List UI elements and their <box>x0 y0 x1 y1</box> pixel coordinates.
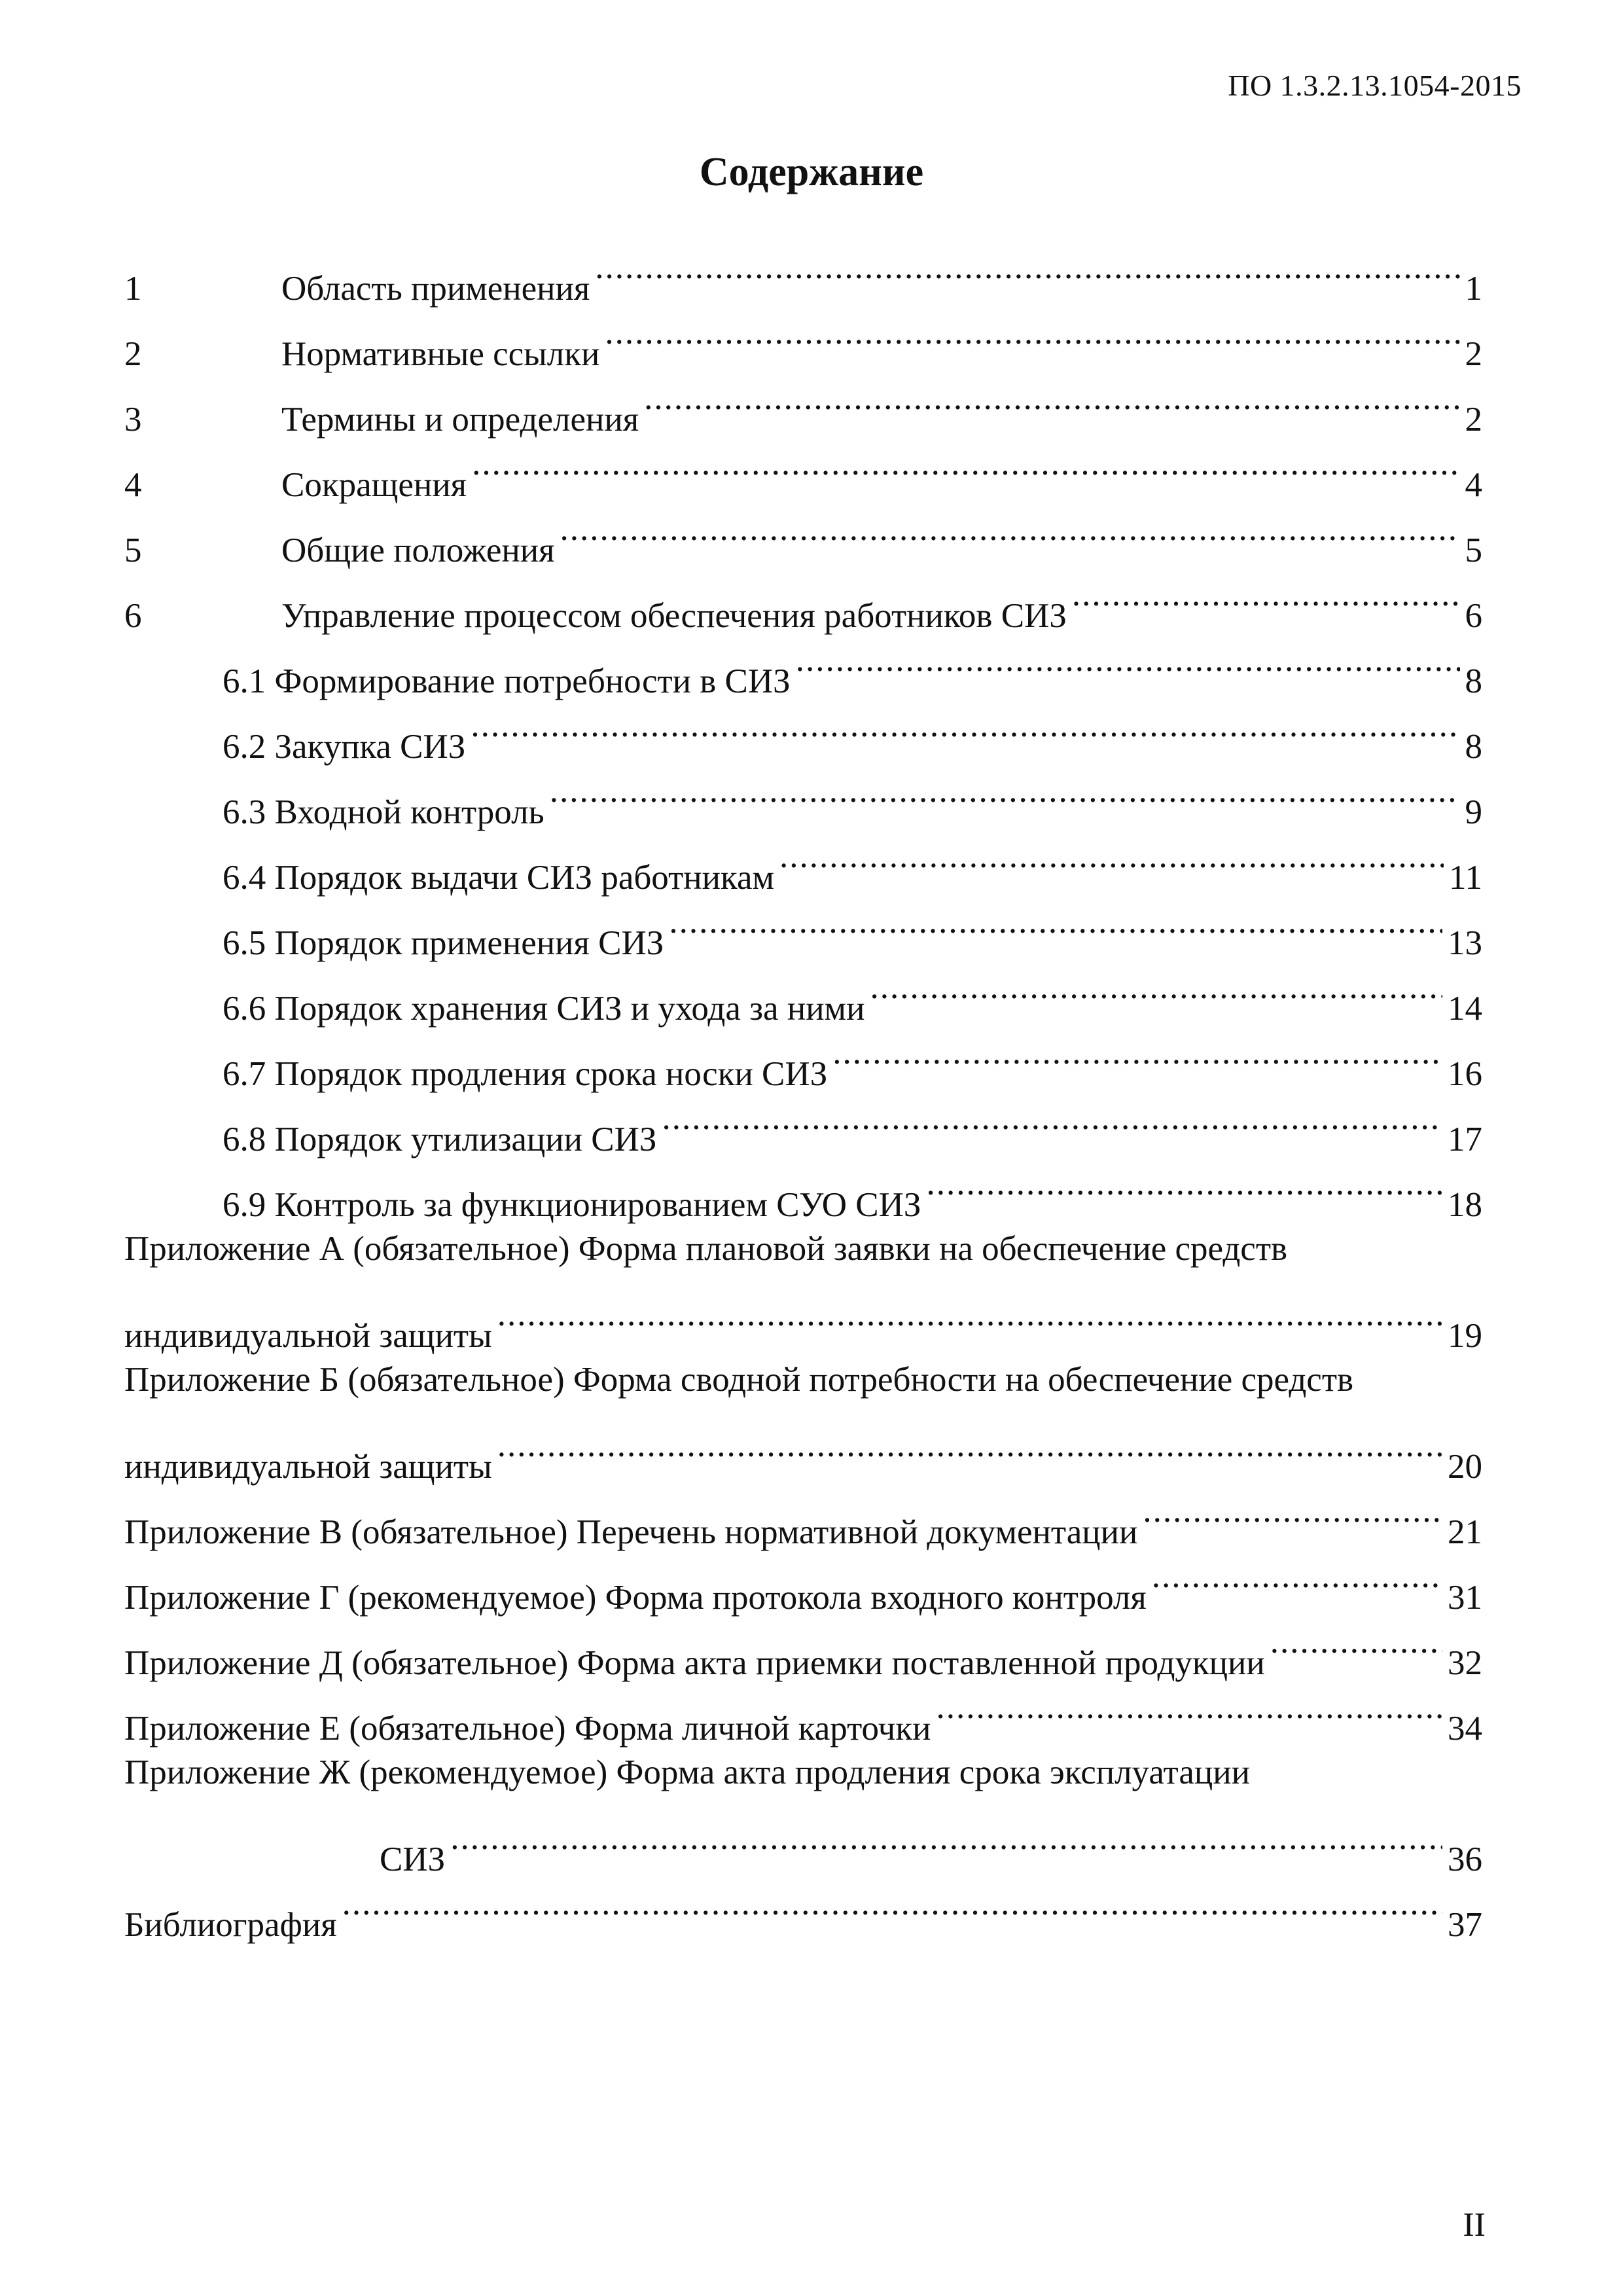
toc-entry-title: Приложение Г (рекомендуемое) Форма протокола входного контроля <box>124 1579 1147 1617</box>
toc-entry-title: 6.1 Формирование потребности в СИЗ <box>223 662 791 700</box>
page-title: Содержание <box>699 150 924 194</box>
toc-appendix-e[interactable] <box>124 1674 1482 1748</box>
toc-entry-page: 34 <box>1448 1710 1482 1748</box>
dot-leader <box>497 1282 1442 1347</box>
toc-entry-page: 14 <box>1448 990 1482 1028</box>
toc-entry-page: 1 <box>1465 270 1482 308</box>
toc-entry-title: 6.9 Контроль за функционированием СУО СИЗ <box>223 1186 921 1224</box>
dot-leader <box>1143 1478 1442 1543</box>
toc-entry-title: Общие положения <box>281 531 555 569</box>
toc-entry-page: 13 <box>1448 924 1482 962</box>
toc-entry-6-5[interactable] <box>124 889 1482 962</box>
dot-leader <box>662 1085 1442 1151</box>
toc-entry-6-9[interactable] <box>124 1151 1482 1224</box>
toc-entry-title: Термины и определения <box>281 401 639 439</box>
toc-entry-4[interactable] <box>124 431 1482 504</box>
toc-entry-page: 37 <box>1448 1906 1482 1944</box>
toc-appendix-a-line1[interactable]: Приложение А (обязательное) Форма плановой заявки на обеспечение средств <box>124 1230 1288 1268</box>
toc-entry-page: 31 <box>1448 1579 1482 1617</box>
dot-leader <box>832 1020 1442 1085</box>
toc-entry-page: 32 <box>1448 1644 1482 1682</box>
dot-leader <box>342 1871 1442 1936</box>
toc-entry-title: 6.2 Закупка СИЗ <box>223 728 466 766</box>
toc-entry-6[interactable] <box>124 562 1482 635</box>
toc-appendix-b-line1[interactable]: Приложение Б (обязательное) Форма сводной потребности на обеспечение средств <box>124 1361 1354 1399</box>
dot-leader <box>779 823 1444 889</box>
dot-leader <box>1270 1609 1442 1674</box>
toc-entry-page: 4 <box>1465 466 1482 504</box>
toc-entry-page: 2 <box>1465 335 1482 373</box>
dot-leader <box>471 692 1459 758</box>
toc-entry-page: 17 <box>1448 1121 1482 1158</box>
dot-leader <box>796 627 1460 692</box>
document-code: ПО 1.3.2.13.1054-2015 <box>1228 69 1522 102</box>
dot-leader <box>926 1151 1442 1216</box>
toc-entry-page: 36 <box>1448 1840 1482 1878</box>
dot-leader <box>936 1674 1442 1740</box>
dot-leader <box>870 954 1442 1020</box>
page-number: II <box>1463 2206 1486 2244</box>
toc-bibliography[interactable] <box>124 1871 1482 1944</box>
toc-entry-title: Управление процессом обеспечения работников СИЗ <box>281 597 1067 635</box>
toc-appendix-b-line2[interactable] <box>124 1412 1482 1486</box>
toc-entry-page: 18 <box>1448 1186 1482 1224</box>
toc-entry-page: 11 <box>1448 859 1482 897</box>
toc-entry-6-3[interactable] <box>124 758 1482 831</box>
dot-leader <box>560 496 1460 562</box>
toc-entry-page: 9 <box>1465 793 1482 831</box>
toc-entry-page: 8 <box>1465 662 1482 700</box>
toc-entry-title: 6.8 Порядок утилизации СИЗ <box>223 1121 657 1158</box>
toc-entry-page: 8 <box>1465 728 1482 766</box>
toc-entry-page: 16 <box>1448 1055 1482 1093</box>
toc-entry-page: 6 <box>1465 597 1482 635</box>
toc-appendix-a-line2[interactable] <box>124 1282 1482 1355</box>
toc-entry-number: 3 <box>124 401 142 439</box>
dot-leader <box>1152 1543 1442 1609</box>
dot-leader <box>472 431 1459 496</box>
toc-entry-title: 6.3 Входной контроль <box>223 793 544 831</box>
toc-appendix-zh-line1[interactable]: Приложение Ж (рекомендуемое) Форма акта продления срока эксплуатации <box>124 1753 1250 1791</box>
dot-leader <box>605 300 1459 365</box>
toc-entry-title: Область применения <box>281 270 590 308</box>
dot-leader <box>1072 562 1460 627</box>
dot-leader <box>595 234 1459 300</box>
toc-entry-6-8[interactable] <box>124 1085 1482 1158</box>
toc-entry-title: Сокращения <box>281 466 467 504</box>
toc-entry-number: 5 <box>124 531 142 569</box>
dot-leader <box>669 889 1442 954</box>
toc-entry-6-7[interactable] <box>124 1020 1482 1093</box>
appendices-list <box>124 1216 1482 1944</box>
toc-entry-title: 6.4 Порядок выдачи СИЗ работникам <box>223 859 775 897</box>
toc-entry-title: Библиография <box>124 1906 337 1944</box>
toc-entry-title: Нормативные ссылки <box>281 335 600 373</box>
toc-entry-2[interactable] <box>124 300 1482 373</box>
toc-entry-page: 20 <box>1448 1448 1482 1486</box>
dot-leader <box>497 1412 1442 1478</box>
toc-entry-title: 6.7 Порядок продления срока носки СИЗ <box>223 1055 828 1093</box>
toc-entry-number: 6 <box>124 597 142 635</box>
table-of-contents <box>124 234 1482 1224</box>
toc-entry-1[interactable] <box>124 234 1482 308</box>
toc-entry-title: индивидуальной защиты <box>124 1317 492 1355</box>
toc-entry-title: Приложение Д (обязательное) Форма акта приемки поставленной продукции <box>124 1644 1265 1682</box>
toc-entry-6-1[interactable] <box>124 627 1482 700</box>
toc-appendix-g[interactable] <box>124 1543 1482 1617</box>
toc-entry-number: 4 <box>124 466 142 504</box>
toc-entry-page: 5 <box>1465 531 1482 569</box>
toc-entry-title: 6.6 Порядок хранения СИЗ и ухода за ними <box>223 990 865 1028</box>
dot-leader <box>550 758 1460 823</box>
toc-entry-page: 19 <box>1448 1317 1482 1355</box>
dot-leader <box>450 1805 1442 1871</box>
toc-entry-page: 2 <box>1465 401 1482 439</box>
toc-entry-number: 1 <box>124 270 142 308</box>
dot-leader <box>644 365 1459 431</box>
toc-entry-title: Приложение Е (обязательное) Форма личной карточки <box>124 1710 931 1748</box>
toc-entry-6-6[interactable] <box>124 954 1482 1028</box>
toc-appendix-d[interactable] <box>124 1609 1482 1682</box>
toc-entry-title: Приложение В (обязательное) Перечень нормативной документации <box>124 1513 1138 1551</box>
toc-entry-title: 6.5 Порядок применения СИЗ <box>223 924 664 962</box>
toc-entry-page: 21 <box>1448 1513 1482 1551</box>
toc-entry-6-2[interactable] <box>124 692 1482 766</box>
toc-appendix-v[interactable] <box>124 1478 1482 1551</box>
toc-entry-3[interactable] <box>124 365 1482 439</box>
toc-entry-title: индивидуальной защиты <box>124 1448 492 1486</box>
toc-appendix-zh-line2[interactable] <box>124 1805 1482 1878</box>
toc-entry-number: 2 <box>124 335 142 373</box>
toc-entry-title: СИЗ <box>380 1840 446 1878</box>
toc-entry-6-4[interactable] <box>124 823 1482 897</box>
toc-entry-5[interactable] <box>124 496 1482 569</box>
